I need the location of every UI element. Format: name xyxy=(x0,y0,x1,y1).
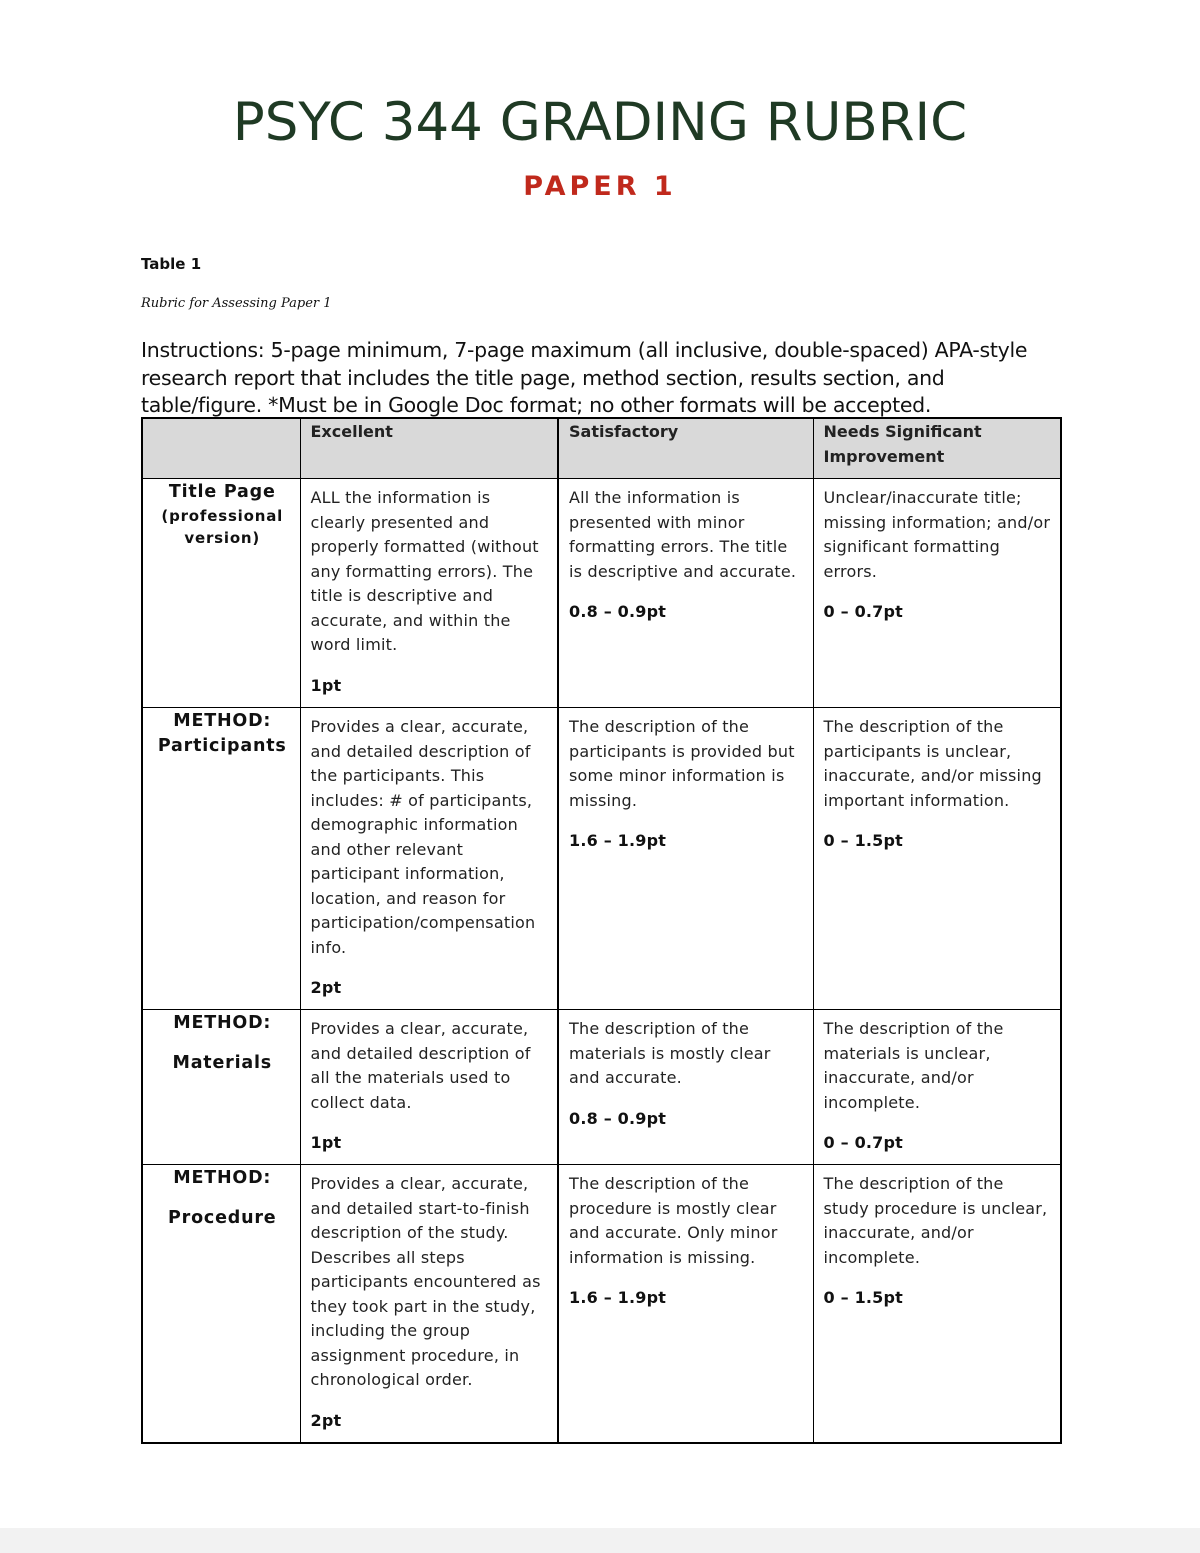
excellent-description: Provides a clear, accurate, and detailed description of all the materials used to collect data. xyxy=(310,1019,531,1112)
excellent-cell xyxy=(300,708,558,1010)
excellent-points: 1pt xyxy=(310,1133,342,1152)
criterion-sublabel: Procedure xyxy=(168,1207,277,1228)
criterion-sublabel: Materials xyxy=(172,1052,272,1073)
criterion-cell xyxy=(142,1165,300,1443)
rubric-row-materials xyxy=(142,1010,1061,1165)
header-blank-cell xyxy=(142,418,300,479)
rubric-table xyxy=(141,417,1062,1444)
criterion-label: METHOD: xyxy=(173,1168,272,1188)
needs-improvement-description: The description of the study procedure is unclear, inaccurate, and/or incomplete. xyxy=(823,1174,1048,1267)
satisfactory-points: 1.6 – 1.9pt xyxy=(569,831,667,850)
excellent-cell xyxy=(300,479,558,708)
satisfactory-description: The description of the materials is mostly clear and accurate. xyxy=(569,1019,771,1087)
needs-improvement-cell xyxy=(813,479,1061,708)
needs-improvement-cell xyxy=(813,708,1061,1010)
excellent-description: Provides a clear, accurate, and detailed description of the participants. This includes: # of participants, demographic information and other relevant participant information, location, and reason for participation/compensation info. xyxy=(310,717,536,957)
header-excellent: Excellent xyxy=(300,418,558,479)
satisfactory-description: The description of the participants is provided but some minor information is missing. xyxy=(569,717,795,810)
rubric-row-procedure xyxy=(142,1165,1061,1443)
excellent-points: 2pt xyxy=(310,1410,342,1430)
needs-improvement-description: Unclear/inaccurate title; missing information; and/or significant formatting errors. xyxy=(823,488,1051,581)
criterion-cell xyxy=(142,708,300,1010)
header-satisfactory: Satisfactory xyxy=(558,418,813,479)
excellent-points: 2pt xyxy=(310,978,342,997)
criterion-label: METHOD: xyxy=(173,1013,272,1033)
satisfactory-points: 0.8 – 0.9pt xyxy=(569,1108,667,1128)
needs-improvement-points: 0 – 1.5pt xyxy=(823,1288,904,1307)
criterion-cell xyxy=(142,1010,300,1165)
instructions-paragraph: Instructions: 5-page minimum, 7-page maximum (all inclusive, double-spaced) APA-style research report that includes the title page, method section, results section, and table/figure. *Must be in Google Doc format; no other formats will be accepted. xyxy=(141,338,1028,417)
needs-improvement-points: 0 – 1.5pt xyxy=(823,831,904,850)
rubric-row-title-page xyxy=(142,479,1061,708)
satisfactory-cell xyxy=(558,708,813,1010)
satisfactory-description: All the information is presented with minor formatting errors. The title is descriptive and accurate. xyxy=(569,488,797,581)
excellent-cell xyxy=(300,1010,558,1165)
document-subtitle: PAPER 1 xyxy=(523,171,677,202)
table-label: Table 1 xyxy=(141,255,202,273)
excellent-cell xyxy=(300,1165,558,1443)
satisfactory-points: 0.8 – 0.9pt xyxy=(569,602,667,621)
criterion-label: Title Page xyxy=(168,482,276,502)
page-bottom-margin xyxy=(0,1528,1200,1553)
document-title: PSYC 344 GRADING RUBRIC xyxy=(232,92,968,153)
excellent-points: 1pt xyxy=(310,675,342,695)
satisfactory-cell xyxy=(558,1165,813,1443)
satisfactory-cell xyxy=(558,479,813,708)
needs-improvement-cell xyxy=(813,1165,1061,1443)
header-needs-improvement: Needs Significant Improvement xyxy=(813,418,1061,479)
satisfactory-description: The description of the procedure is mostly clear and accurate. Only minor information is missing. xyxy=(569,1174,778,1267)
needs-improvement-points: 0 – 0.7pt xyxy=(823,1133,904,1152)
criterion-label: METHOD: xyxy=(173,711,272,731)
criterion-cell xyxy=(142,479,300,708)
rubric-row-participants xyxy=(142,708,1061,1010)
satisfactory-points: 1.6 – 1.9pt xyxy=(569,1288,667,1307)
criterion-sublabel: Participants xyxy=(157,735,287,756)
excellent-description: ALL the information is clearly presented and properly formatted (without any formatting errors). The title is descriptive and accurate, and within the word limit. xyxy=(310,488,539,654)
rubric-header-row xyxy=(142,418,1061,479)
satisfactory-cell xyxy=(558,1010,813,1165)
criterion-sublabel: (professional version) xyxy=(161,506,284,547)
needs-improvement-description: The description of the participants is unclear, inaccurate, and/or missing important information. xyxy=(823,717,1042,810)
needs-improvement-cell xyxy=(813,1010,1061,1165)
excellent-description: Provides a clear, accurate, and detailed start-to-finish description of the study. Describes all steps participants encountered as they took part in the study, including the group assignment procedure, in chronological order. xyxy=(310,1174,541,1389)
needs-improvement-description: The description of the materials is unclear, inaccurate, and/or incomplete. xyxy=(823,1019,1004,1112)
table-caption: Rubric for Assessing Paper 1 xyxy=(141,296,332,311)
needs-improvement-points: 0 – 0.7pt xyxy=(823,602,904,621)
